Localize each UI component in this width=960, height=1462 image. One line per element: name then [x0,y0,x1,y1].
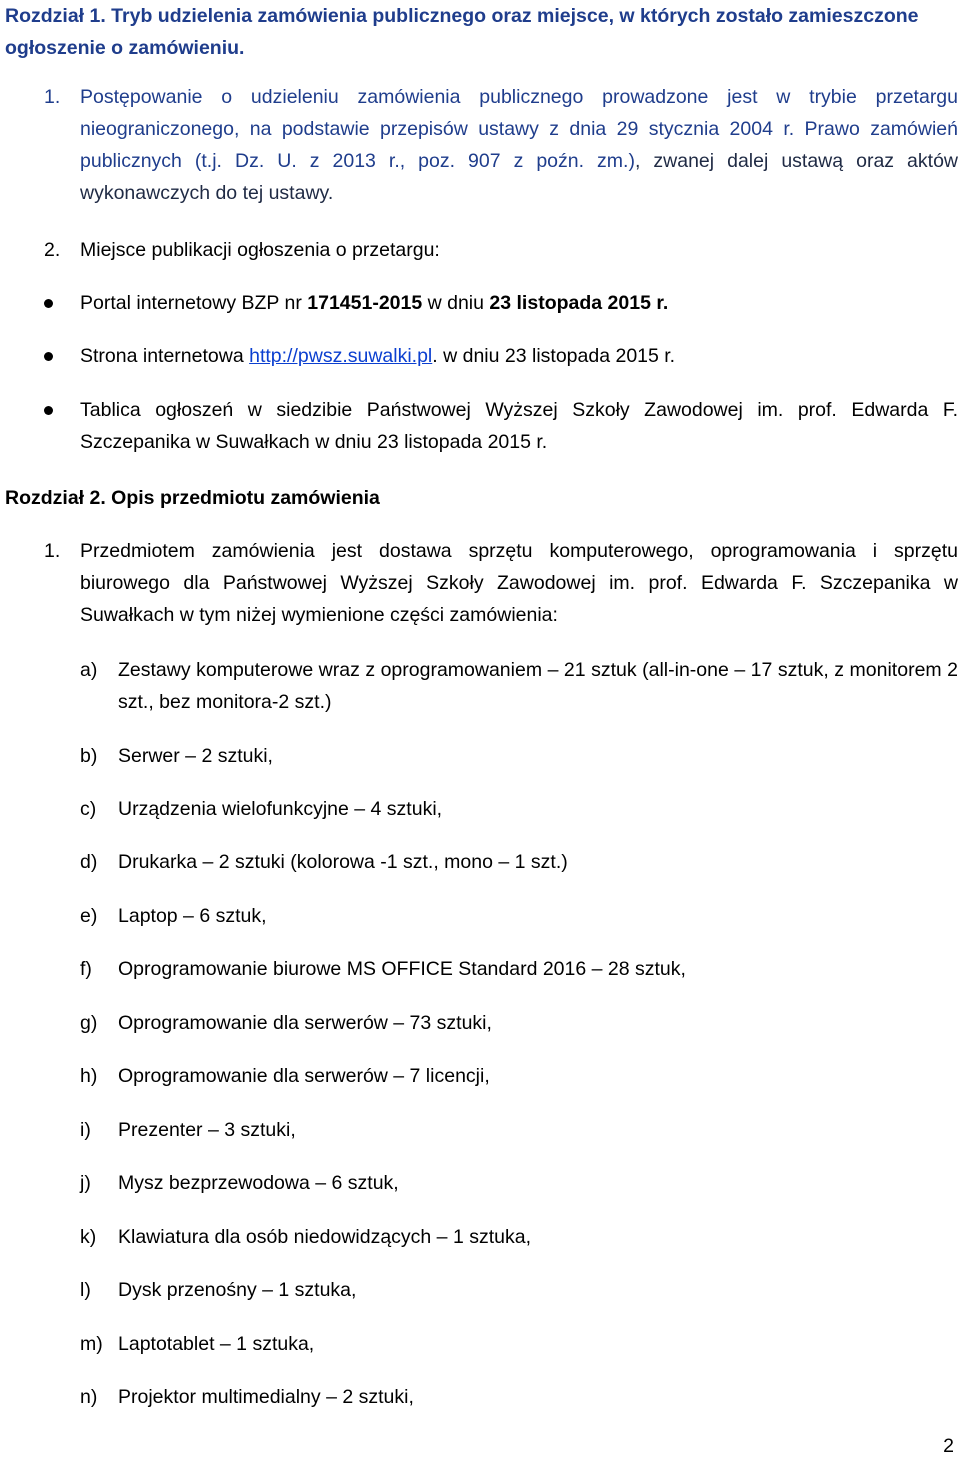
list-item-text: Zestawy komputerowe wraz z oprogramowaniem – 21 sztuk (all-in-one – 17 sztuk, z monitorem 2 szt., bez monitora-2 szt.) [118,659,958,713]
point-number: 2. [44,239,61,261]
list-item-text: Oprogramowanie biurowe MS OFFICE Standard 2016 – 28 sztuk, [118,958,686,980]
bzp-date: 23 listopada 2015 r. [489,292,669,314]
list-item [80,953,958,985]
bullet1-prefix: Portal internetowy BZP nr [80,292,308,314]
list-item [80,1060,958,1092]
point-text [80,81,958,209]
list-item-text: Urządzenia wielofunkcyjne – 4 sztuki, [118,798,443,820]
bullet-item-bzp [44,287,958,319]
bullet-dot-icon [44,352,53,361]
point-number: 1. [44,540,61,562]
list-item-text: Prezenter – 3 sztuki, [118,1119,296,1141]
list-item-label: m) [80,1333,103,1355]
list-item-label: h) [80,1065,98,1087]
list-item [80,846,958,878]
point-number: 1. [44,86,61,108]
list-item-label: n) [80,1386,98,1408]
list-item-text: Laptotablet – 1 sztuka, [118,1333,315,1355]
website-link[interactable]: http://pwsz.suwalki.pl [249,345,433,367]
bullet2-prefix: Strona internetowa [80,345,250,367]
bzp-number: 171451-2015 [307,292,423,314]
list-item-label: k) [80,1226,97,1248]
bullet-item-website [44,340,958,372]
point1-text-blue: Postępowanie o udzieleniu zamówienia publicznego prowadzone jest w trybie przetargu nieograniczonego, na podstawie przepisów ustawy z dnia 29 stycznia 2004 r. Prawo zamówień publicznych (t.j. Dz. U. z 2013 r., poz. 907 z poźn. zm.) [80,86,958,172]
list-item-label: e) [80,905,98,927]
list-item-text: Mysz bezprzewodowa – 6 sztuk, [118,1172,399,1194]
section1-heading-line1: Rozdział 1. Tryb udzielenia zamówienia publicznego oraz miejsce, w których zostało zamieszczone [5,5,919,27]
section2-point1 [44,535,958,631]
list-item [80,1274,958,1306]
list-item-text: Laptop – 6 sztuk, [118,905,267,927]
list-item-label: f) [80,958,92,980]
list-item-label: a) [80,659,98,681]
bullet-dot-icon [44,406,53,415]
section1-heading-line2: ogłoszenie o zamówieniu. [5,37,245,59]
list-item-label: j) [80,1172,91,1194]
page-number: 2 [943,1435,954,1457]
point1-text-rest: , zwanej dalej ustawą oraz aktów wykonawczych do tej ustawy. [80,150,958,204]
bullet-dot-icon [44,299,53,308]
list-item-label: b) [80,745,98,767]
list-item-text: Oprogramowanie dla serwerów – 7 licencji, [118,1065,490,1087]
list-item [80,1381,958,1413]
list-item [80,1328,958,1360]
bullet3-text: Tablica ogłoszeń w siedzibie Państwowej Wyższej Szkoły Zawodowej im. prof. Edwarda F. Szczepanika w Suwałkach w dniu 23 listopada 2015 r. [80,399,958,453]
list-item [80,900,958,932]
point-text: Przedmiotem zamówienia jest dostawa sprzętu komputerowego, oprogramowania i sprzętu biurowego dla Państwowej Wyższej Szkoły Zawodowej im. prof. Edwarda F. Szczepanika w Suwałkach w tym niżej wymienione części zamówienia: [80,540,958,626]
section1-point2 [44,234,958,266]
list-item [80,793,958,825]
list-item [80,740,958,772]
list-item-label: l) [80,1279,91,1301]
list-item-text: Dysk przenośny – 1 sztuka, [118,1279,357,1301]
list-item-text: Oprogramowanie dla serwerów – 73 sztuki, [118,1012,492,1034]
list-item-label: d) [80,851,98,873]
list-item-text: Projektor multimedialny – 2 sztuki, [118,1386,414,1408]
section2-heading: Rozdział 2. Opis przedmiotu zamówienia [5,487,380,509]
section1-point1 [44,81,958,209]
list-item-text: Serwer – 2 sztuki, [118,745,273,767]
list-item-text: Klawiatura dla osób niedowidzących – 1 sztuka, [118,1226,531,1248]
bullet1-mid: w dniu [422,292,490,314]
bullet-item-notice-board [44,394,958,458]
list-item [80,654,958,718]
section1-heading [5,0,955,64]
list-item [80,1007,958,1039]
bullet2-suffix: . w dniu 23 listopada 2015 r. [432,345,676,367]
list-item-label: c) [80,798,97,820]
list-item [80,1114,958,1146]
list-item-label: i) [80,1119,91,1141]
list-item-label: g) [80,1012,98,1034]
list-item [80,1167,958,1199]
list-item-text: Drukarka – 2 sztuki (kolorowa -1 szt., mono – 1 szt.) [118,851,568,873]
point-text: Miejsce publikacji ogłoszenia o przetargu: [80,239,440,261]
list-item [80,1221,958,1253]
